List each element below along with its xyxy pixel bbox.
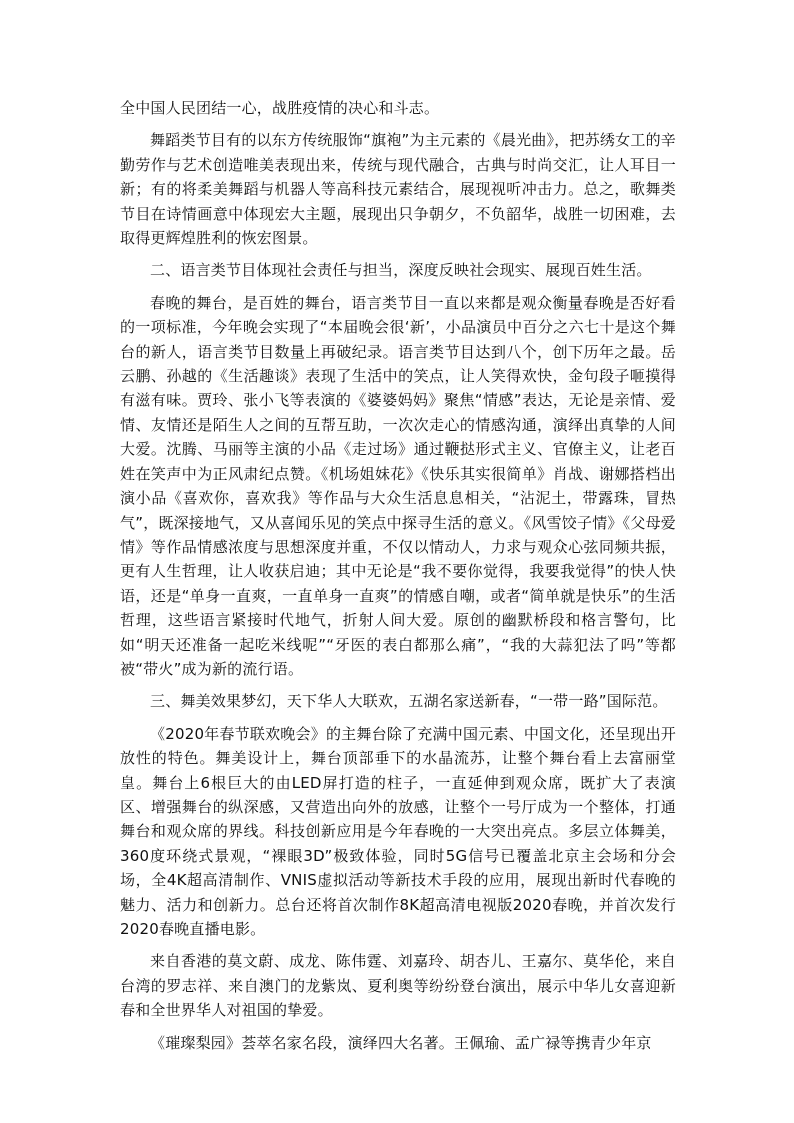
paragraph-opera-program: 《璀璨梨园》荟萃名家名段，演绎四大名著。王佩瑜、孟广禄等携青少年京 (150, 1033, 652, 1052)
paragraph-dance-programs: 舞蹈类节目有的以东方传统服饰“旗袍”为主元素的《晨光曲》，把苏绣女工的辛勤劳作与艺术创造唯美表现出来，传统与现代融合，古典与时尚交汇，让人耳目一新；有的将柔美舞蹈与机器人等高科技元素结合，展现视听冲击力。总之，歌舞类节目在诗情画意中体现宏大主题，展现出只争朝夕，不负韶华，战胜一切困难，去取得更辉煌胜利的恢宏图景。 (120, 131, 676, 248)
paragraph-language-programs: 春晚的舞台，是百姓的舞台，语言类节目一直以来都是观众衡量春晚是否好看的一项标准，今年晚会实现了“本届晚会很‘新’，小品演员中百分之六七十是这个舞台的新人，语言类节目数量上再破纪录。语言类节目达到八个，创下历年之最。岳云鹏、孙越的《生活趣谈》表现了生活中的笑点，让人笑得欢快，金句段子咂摸得有滋有味。贾玲、张小飞等表演的《婆婆妈妈》聚焦“情感”表达，无论是亲情、爱情、友情还是陌生人之间的互帮互助，一次次走心的情感沟通，演绎出真挚的人间大爱。沈腾、马丽等主演的小品《走过场》通过鞭挞形式主义、官僚主义，让老百姓在笑声中为正风肃纪点赞。《机场姐妹花》《快乐其实很简单》肖战、谢娜搭档出演小品《喜欢你，喜欢我》等作品与大众生活息息相关，“沾泥土，带露珠，冒热气”，既深接地气，又从喜闻乐见的笑点中探寻生活的意义。《风雪饺子情》《父母爱情》等作品情感浓度与思想深度并重，不仅以情动人，力求与观众心弦同频共振，更有人生哲理，让人收获启迪；其中无论是“我不要你觉得，我要我觉得”的快人快语，还是“单身一直爽，一直单身一直爽”的情感自嘲，或者“简单就是快乐”的生活哲理，这些语言紧接时代地气，折射人间大爱。原创的幽默桥段和格言警句，比如“明天还准备一起吃米线呢”“牙医的表白都那么痛”，“我的大蒜犯法了吗”等都被“带火”成为新的流行语。 (120, 293, 676, 678)
section-heading-stage-effects: 三、舞美效果梦幻，天下华人大联欢，五湖名家送新春，“一带一路”国际范。 (150, 692, 668, 711)
document-body (120, 96, 676, 1063)
section-heading-language-programs: 二、语言类节目体现社会责任与担当，深度反映社会现实、展现百姓生活。 (150, 261, 652, 280)
paragraph-stage-design: 《2020年春节联欢晚会》的主舞台除了充满中国元素、中国文化，还呈现出开放性的特色。舞美设计上，舞台顶部垂下的水晶流苏，让整个舞台看上去富丽堂皇。舞台上6根巨大的由LED屏打造的柱子，一直延伸到观众席，既扩大了表演区、增强舞台的纵深感，又营造出向外的放感，让整个一号厅成为一个整体，打通舞台和观众席的界线。科技创新应用是今年春晚的一大突出亮点。多层立体舞美，360度环绕式景观，“裸眼3D”极致体验，同时5G信号已覆盖北京主会场和分会场，全4K超高清制作、VNIS虚拟活动等新技术手段的应用，展现出新时代春晚的魅力、活力和创新力。总台还将首次制作8K超高清电视版2020春晚，并首次发行2020春晚直播电影。 (120, 724, 676, 938)
paragraph-overseas-performers: 来自香港的莫文蔚、成龙、陈伟霆、刘嘉玲、胡杏儿、王嘉尔、莫华伦，来自台湾的罗志祥、来自澳门的龙紫岚、夏利奥等纷纷登台演出，展示中华儿女喜迎新春和全世界华人对祖国的挚爱。 (120, 952, 676, 1020)
paragraph-intro-continuation: 全中国人民团结一心，战胜疫情的决心和斗志。 (120, 99, 440, 117)
